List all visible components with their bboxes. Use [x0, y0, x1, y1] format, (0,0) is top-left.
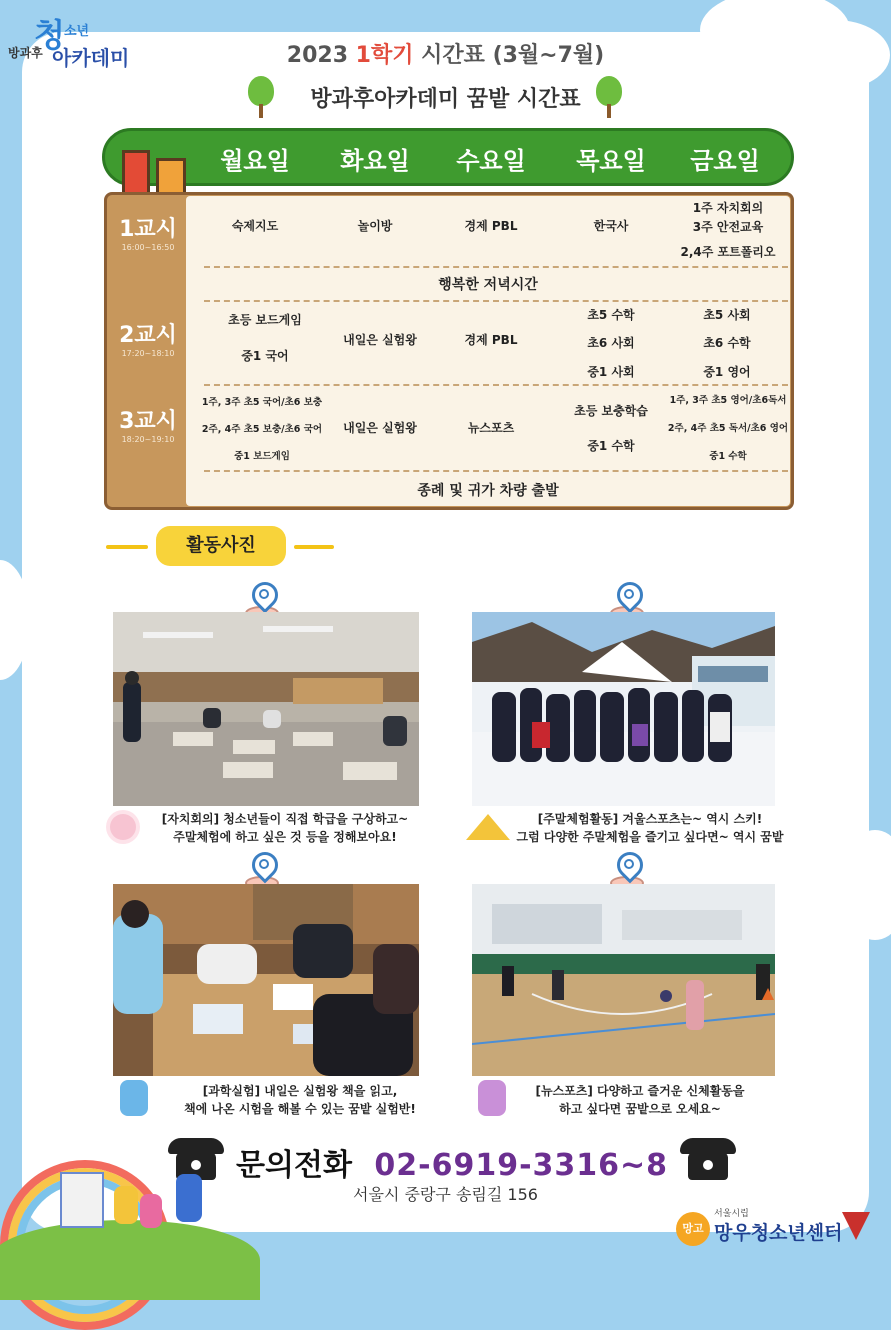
- period-3: [110, 404, 186, 444]
- cell-p2-thu: 초5 수학: [587, 308, 635, 322]
- book-icon: [156, 158, 186, 196]
- logo-sub: 소년: [64, 24, 90, 39]
- logo-center-name: 망우청소년센터: [714, 1222, 843, 1244]
- row-divider: [204, 266, 788, 268]
- decor-line: [106, 545, 148, 549]
- contact-phone: 02-6919-3316~8: [374, 1148, 669, 1183]
- period-label: 2교시: [119, 323, 177, 348]
- logo-small-text: 방과후: [8, 46, 43, 60]
- title-semester: 1학기: [355, 43, 414, 68]
- period-time: 18:20~19:10: [121, 435, 175, 444]
- caption-science-experiment: [150, 1082, 450, 1118]
- row-divider: [204, 384, 788, 386]
- caption-line: [주말체험활동] 겨울스포츠는~ 역시 스키!: [537, 812, 763, 826]
- caption-line: 하고 싶다면 꿈밭으로 오세요~: [559, 1102, 721, 1116]
- cell-p3-mon: 2주, 4주 초5 보충/초6 국어: [201, 424, 323, 435]
- day-tuesday: 화요일: [340, 147, 410, 175]
- page-subtitle: 방과후아카데미 꿈밭 시간표: [310, 87, 581, 112]
- activity-title: 활동사진: [156, 526, 286, 566]
- cell-p3-mon: 1주, 3주 초5 국어/초6 보충: [201, 397, 323, 408]
- cell-p3-tue: 내일은 실험왕: [343, 421, 417, 435]
- caption-ski-trip: [500, 810, 800, 846]
- day-wednesday: 수요일: [456, 147, 526, 175]
- ymca-emblem-icon: [842, 1212, 870, 1240]
- photo-ski-trip: [472, 612, 775, 806]
- period-time: 16:00~16:50: [121, 243, 175, 252]
- page-title: [0, 38, 891, 69]
- cell-p1-fri: 1주 자치회의: [692, 201, 764, 215]
- period-2: [110, 318, 186, 358]
- period-label: 1교시: [119, 217, 177, 242]
- decor-line: [294, 545, 334, 549]
- telephone-icon: [680, 1138, 736, 1180]
- cell-p1-thu: 한국사: [593, 219, 629, 233]
- contact-label: 문의전화: [236, 1148, 352, 1183]
- dinner-row: 행복한 저녁시간: [438, 277, 538, 293]
- cell-p3-fri: 2주, 4주 초5 독서/초6 영어: [667, 423, 789, 434]
- cell-p1-mon: 숙제지도: [231, 219, 279, 233]
- rainbow-illustration: [0, 1150, 240, 1280]
- cell-p3-fri: 중1 수학: [709, 451, 747, 462]
- period-1: [110, 212, 186, 252]
- cell-p2-mon: 초등 보드게임: [228, 313, 302, 327]
- center-logo: [676, 1206, 876, 1250]
- cell-p2-mon: 중1 국어: [241, 349, 289, 363]
- caption-line: 주말체험에 하고 싶은 것 등을 정해보아요!: [173, 830, 397, 844]
- photo-science-experiment: [113, 884, 419, 1076]
- caption-student-council: [140, 810, 430, 846]
- photo-student-council: [113, 612, 419, 806]
- contact-address: 서울시 중랑구 송림길 156: [353, 1185, 538, 1204]
- caption-new-sports: [500, 1082, 780, 1118]
- row-divider: [204, 470, 788, 472]
- cell-p2-tue: 내일은 실험왕: [343, 333, 417, 347]
- cell-p2-thu: 초6 사회: [587, 336, 635, 350]
- closing-row: 종례 및 귀가 차량 출발: [417, 483, 559, 499]
- period-label: 3교시: [119, 409, 177, 434]
- caption-line: [자치회의] 청소년들이 직접 학급을 구상하고~: [161, 812, 409, 826]
- day-monday: 월요일: [220, 147, 290, 175]
- cell-p1-fri: 3주 안전교육: [692, 220, 764, 234]
- cell-p2-thu: 중1 사회: [587, 365, 635, 379]
- cell-p3-thu: 초등 보충학습: [574, 404, 648, 418]
- logo-name: 아카데미: [52, 46, 130, 70]
- cell-p3-fri: 1주, 3주 초5 영어/초6독서: [669, 395, 787, 406]
- day-friday: 금요일: [690, 147, 760, 175]
- flower-icon: [110, 814, 136, 840]
- cell-p1-fri: 2,4주 포트폴리오: [680, 245, 776, 259]
- cell-p2-wed: 경제 PBL: [464, 333, 518, 347]
- caption-line: 그럼 다양한 주말체험을 즐기고 싶다면~ 역시 꿈밭: [516, 830, 784, 844]
- day-thursday: 목요일: [576, 147, 646, 175]
- logo-badge: 망고: [676, 1212, 710, 1246]
- caption-line: 책에 나온 시험을 해볼 수 있는 꿈밭 실험반!: [184, 1102, 416, 1116]
- contact-line: [236, 1140, 668, 1184]
- cell-p3-thu: 중1 수학: [587, 439, 635, 453]
- cell-p3-wed: 뉴스포츠: [467, 421, 515, 435]
- day-header-bar: [102, 128, 794, 186]
- row-divider: [204, 300, 788, 302]
- cell-p3-mon: 중1 보드게임: [234, 451, 290, 462]
- photo-new-sports: [472, 884, 775, 1076]
- tree-icon: [596, 76, 622, 120]
- book-icon: [122, 150, 150, 196]
- cell-p2-fri: 초5 사회: [703, 308, 751, 322]
- caption-line: [과학실험] 내일은 실험왕 책을 읽고,: [202, 1084, 398, 1098]
- logo-city: 서울시립: [714, 1209, 749, 1219]
- cell-p1-tue: 놀이방: [357, 219, 393, 233]
- logo-mark: 청: [34, 16, 65, 54]
- scientist-icon: [120, 1080, 148, 1116]
- tennis-player-icon: [478, 1080, 506, 1116]
- cell-p2-fri: 초6 수학: [703, 336, 751, 350]
- title-year: 2023: [286, 43, 348, 68]
- period-time: 17:20~18:10: [121, 349, 175, 358]
- title-rest: 시간표 (3월~7월): [421, 43, 605, 68]
- cell-p1-wed: 경제 PBL: [464, 219, 518, 233]
- caption-line: [뉴스포츠] 다양하고 즐거운 신체활동을: [535, 1084, 745, 1098]
- cell-p2-fri: 중1 영어: [703, 365, 751, 379]
